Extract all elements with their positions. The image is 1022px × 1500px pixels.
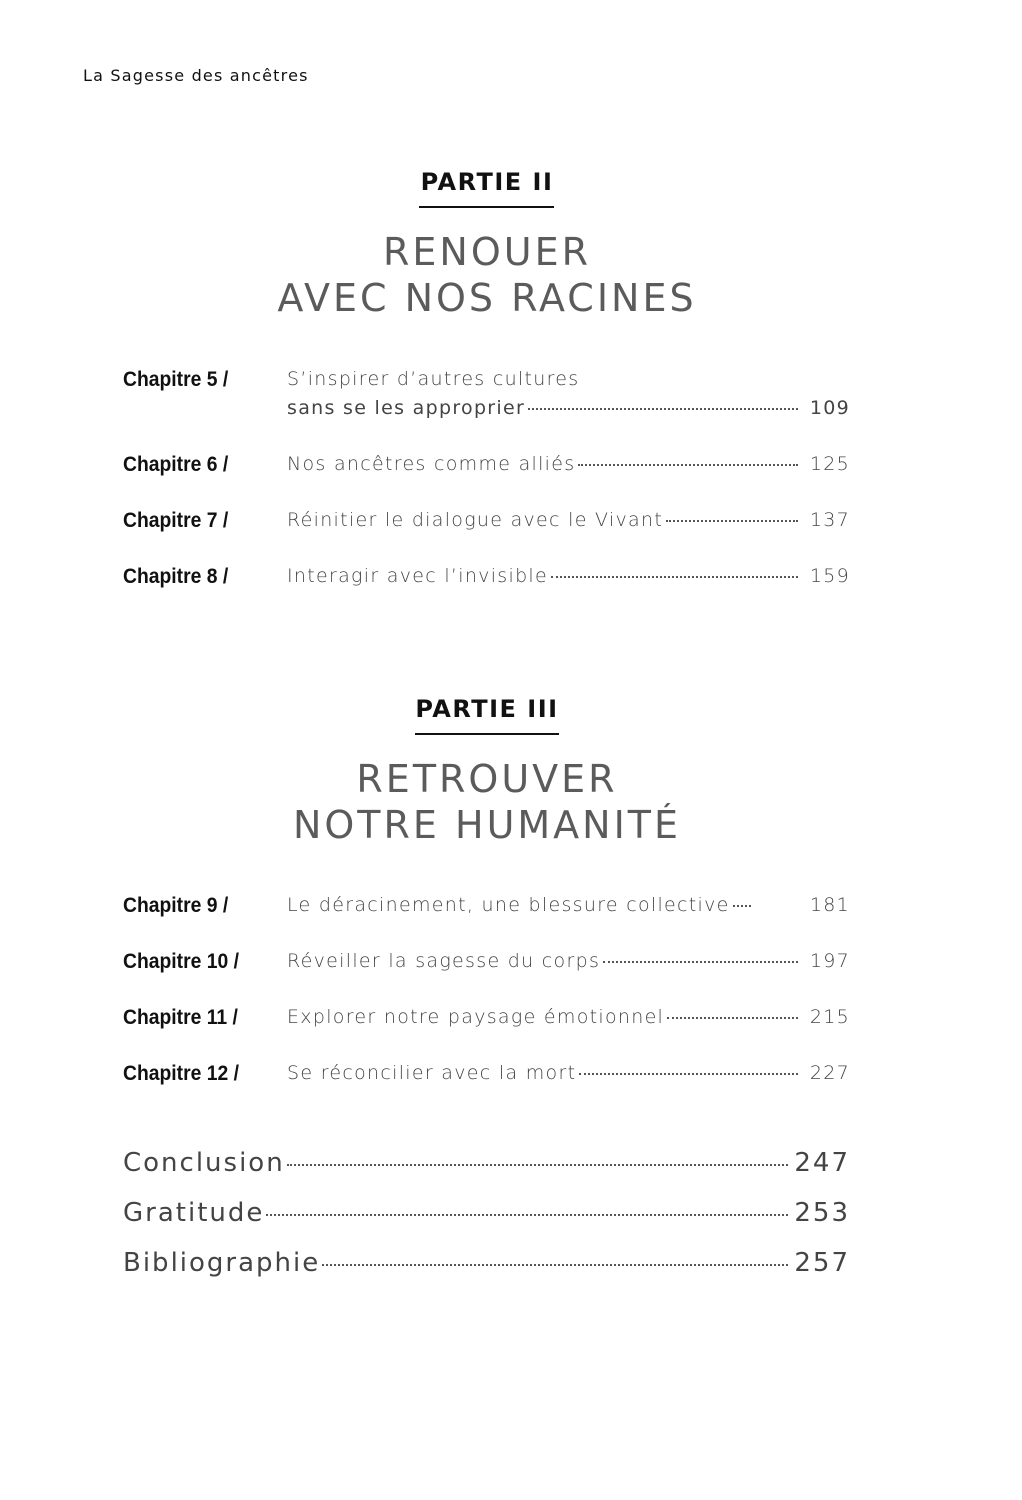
toc-entry-chapitre-10[interactable]	[123, 950, 850, 980]
chapter-title: Nos ancêtres comme alliés	[287, 453, 576, 475]
entry-title: Bibliographie	[123, 1248, 321, 1278]
page-number: 159	[809, 565, 850, 587]
dot-leader	[667, 1016, 798, 1019]
dot-leader	[666, 519, 798, 522]
toc-entry-chapitre-9[interactable]	[123, 894, 850, 924]
page-number: 247	[794, 1148, 850, 1178]
chapter-line	[287, 1006, 850, 1028]
chapter-title: Interagir avec l’invisible	[287, 565, 549, 587]
chapter-title: sans se les approprier	[287, 397, 526, 419]
page-number: 137	[809, 509, 850, 531]
chapter-line	[287, 1062, 850, 1084]
part-title-line: RETROUVER	[356, 757, 618, 801]
chapter-title: Réinitier le dialogue avec le Vivant	[287, 509, 664, 531]
page-number: 215	[809, 1006, 850, 1028]
chapter-label: Chapitre 8 /	[123, 565, 229, 588]
chapter-title: Se réconcilier avec la mort	[287, 1062, 577, 1084]
toc-entry-chapitre-12[interactable]	[123, 1062, 850, 1092]
toc-entry-conclusion[interactable]	[123, 1148, 850, 1178]
chapter-label: Chapitre 9 /	[123, 894, 229, 917]
page-number: 181	[809, 894, 850, 916]
chapter-label: Chapitre 11 /	[123, 1006, 238, 1029]
toc-entry-chapitre-7[interactable]	[123, 509, 850, 539]
chapter-line	[287, 894, 850, 916]
chapter-label: Chapitre 12 /	[123, 1062, 239, 1085]
page-number: 125	[809, 453, 850, 475]
part-title	[0, 229, 974, 321]
entry-title: Gratitude	[123, 1198, 265, 1228]
page-number: 253	[794, 1198, 850, 1228]
part-label: PARTIE II	[420, 168, 554, 196]
toc-entry-gratitude[interactable]	[123, 1198, 850, 1228]
page-number: 109	[809, 397, 850, 419]
running-head: La Sagesse des ancêtres	[83, 66, 309, 85]
dot-leader	[322, 1263, 788, 1266]
chapter-label: Chapitre 6 /	[123, 453, 229, 476]
page-number: 197	[809, 950, 850, 972]
dot-leader	[528, 407, 798, 410]
toc-entry-chapitre-5[interactable]	[123, 368, 850, 428]
chapter-title: S’inspirer d’autres cultures	[287, 368, 580, 390]
part-title-line: NOTRE HUMANITÉ	[292, 803, 682, 847]
chapter-line	[287, 453, 850, 475]
toc-entry-chapitre-6[interactable]	[123, 453, 850, 483]
part-title-line: RENOUER	[383, 230, 591, 274]
chapter-title-line2	[287, 397, 850, 419]
dot-leader	[287, 1163, 789, 1166]
dot-leader	[266, 1213, 788, 1216]
chapter-label: Chapitre 10 /	[123, 950, 239, 973]
chapter-label: Chapitre 5 /	[123, 368, 229, 391]
toc-entry-chapitre-11[interactable]	[123, 1006, 850, 1036]
chapter-line	[287, 565, 850, 587]
toc-entry-bibliographie[interactable]	[123, 1248, 850, 1278]
chapter-line	[287, 509, 850, 531]
chapter-title-line1	[287, 368, 850, 390]
chapter-label: Chapitre 7 /	[123, 509, 229, 532]
dot-leader	[733, 904, 751, 907]
part-label: PARTIE III	[415, 695, 559, 723]
page-number: 257	[794, 1248, 850, 1278]
dot-leader	[603, 960, 798, 963]
dot-leader	[579, 1072, 798, 1075]
part-rule	[419, 206, 554, 208]
part-title	[0, 756, 974, 848]
chapter-title: Le déracinement, une blessure collective	[287, 894, 730, 916]
toc-entry-chapitre-8[interactable]	[123, 565, 850, 595]
part-rule	[415, 733, 559, 735]
dot-leader	[578, 463, 797, 466]
page-number: 227	[809, 1062, 850, 1084]
part-title-line: AVEC NOS RACINES	[277, 276, 697, 320]
entry-title: Conclusion	[123, 1148, 285, 1178]
chapter-title: Explorer notre paysage émotionnel	[287, 1006, 665, 1028]
chapter-line	[287, 950, 850, 972]
dot-leader	[551, 575, 798, 578]
chapter-title: Réveiller la sagesse du corps	[287, 950, 601, 972]
